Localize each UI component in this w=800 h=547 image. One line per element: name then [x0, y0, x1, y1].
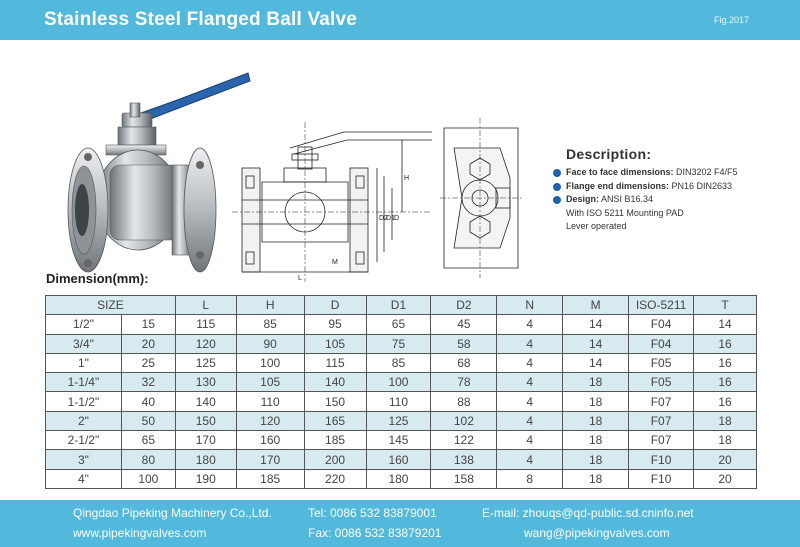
description-label: Flange end dimensions:: [566, 180, 670, 191]
table-cell: 2": [46, 411, 122, 430]
description-label: Face to face dimensions:: [566, 167, 674, 177]
table-cell: 105: [304, 334, 366, 353]
table-cell: 220: [304, 469, 366, 488]
email-secondary[interactable]: wang@pipekingvalves.com: [524, 526, 670, 540]
table-cell: 20: [694, 469, 757, 488]
table-cell: 138: [431, 450, 497, 469]
table-cell: 18: [563, 373, 629, 392]
website-link[interactable]: www.pipekingvalves.com: [73, 526, 207, 540]
table-cell: 180: [366, 469, 431, 488]
valve-photo: [60, 65, 260, 280]
column-header: SIZE: [46, 296, 176, 315]
table-row: [46, 353, 757, 372]
table-cell: 68: [431, 353, 497, 372]
table-cell: 120: [175, 334, 236, 353]
table-cell: 18: [694, 411, 757, 430]
table-cell: 150: [175, 411, 236, 430]
table-cell: 18: [563, 431, 629, 450]
dimension-table: [45, 295, 757, 489]
email-primary[interactable]: E-mail: zhouqs@qd-public.sd.cninfo.net: [482, 506, 694, 520]
table-cell: 122: [431, 431, 497, 450]
table-cell: 80: [121, 450, 175, 469]
fax: Fax: 0086 532 83879201: [308, 526, 442, 540]
table-cell: 75: [366, 334, 431, 353]
table-cell: 110: [236, 392, 304, 411]
table-row: [46, 411, 757, 430]
dim-label-m: M: [332, 259, 338, 266]
table-cell: 4: [497, 411, 563, 430]
table-cell: F07: [629, 411, 694, 430]
table-cell: F07: [629, 431, 694, 450]
table-cell: 100: [236, 353, 304, 372]
table-row: [46, 431, 757, 450]
table-cell: 16: [694, 373, 757, 392]
table-cell: 2-1/2": [46, 431, 122, 450]
table-cell: 180: [175, 450, 236, 469]
header-bar: [0, 0, 800, 40]
description-item: [552, 207, 792, 221]
table-cell: 20: [694, 450, 757, 469]
table-cell: 170: [175, 431, 236, 450]
table-cell: 85: [236, 315, 304, 334]
column-header: D: [304, 296, 366, 315]
table-cell: 160: [236, 431, 304, 450]
table-cell: 1": [46, 353, 122, 372]
column-header: H: [236, 296, 304, 315]
table-cell: 125: [366, 411, 431, 430]
table-cell: 1-1/4": [46, 373, 122, 392]
table-cell: 170: [236, 450, 304, 469]
description-value: PN16 DIN2633: [669, 180, 733, 191]
company-name: Qingdao Pipeking Machinery Co.,Ltd.: [73, 506, 272, 520]
description-item: [552, 193, 792, 207]
table-cell: 16: [694, 334, 757, 353]
table-cell: 158: [431, 469, 497, 488]
dim-label-d1: D1: [386, 215, 395, 222]
bullet-icon: [553, 183, 561, 191]
table-cell: 3/4": [46, 334, 122, 353]
description-item: [552, 180, 792, 194]
table-cell: 190: [175, 469, 236, 488]
table-cell: 130: [175, 373, 236, 392]
table-cell: 14: [563, 353, 629, 372]
table-row: [46, 392, 757, 411]
column-header: D2: [431, 296, 497, 315]
table-cell: 88: [431, 392, 497, 411]
table-cell: 140: [175, 392, 236, 411]
table-cell: 4: [497, 450, 563, 469]
figure-number: Fig.2017: [714, 15, 750, 25]
table-cell: 40: [121, 392, 175, 411]
column-header: L: [175, 296, 236, 315]
description-item: [552, 166, 792, 180]
table-cell: 65: [121, 431, 175, 450]
dim-label-d2: D2: [379, 215, 388, 222]
table-cell: 4: [497, 315, 563, 334]
telephone: Tel: 0086 532 83879001: [308, 506, 437, 520]
table-cell: 16: [694, 392, 757, 411]
table-cell: 160: [366, 450, 431, 469]
description-label: Design:: [566, 194, 600, 204]
table-cell: 200: [304, 450, 366, 469]
table-cell: 8: [497, 469, 563, 488]
table-cell: 140: [304, 373, 366, 392]
table-cell: 18: [694, 431, 757, 450]
table-cell: 32: [121, 373, 175, 392]
table-cell: 20: [121, 334, 175, 353]
table-cell: F05: [629, 353, 694, 372]
table-cell: 18: [563, 411, 629, 430]
table-cell: F04: [629, 334, 694, 353]
table-cell: 25: [121, 353, 175, 372]
table-cell: 65: [366, 315, 431, 334]
table-cell: 185: [304, 431, 366, 450]
table-cell: 125: [175, 353, 236, 372]
table-cell: 185: [236, 469, 304, 488]
footer-bar: [0, 500, 800, 547]
description-block: [552, 146, 792, 234]
table-cell: 105: [236, 373, 304, 392]
table-cell: 110: [366, 392, 431, 411]
dim-label-h: H: [404, 175, 410, 182]
column-header: T: [694, 296, 757, 315]
table-header-row: [46, 296, 757, 315]
table-cell: 120: [236, 411, 304, 430]
table-cell: 4: [497, 431, 563, 450]
column-header: ISO-5211: [629, 296, 694, 315]
table-cell: 18: [563, 469, 629, 488]
section-drawing: [232, 92, 432, 282]
table-row: [46, 334, 757, 353]
table-cell: 4: [497, 373, 563, 392]
table-row: [46, 373, 757, 392]
description-value: ANSI B16.34: [599, 194, 654, 204]
description-title: Description:: [566, 146, 652, 162]
table-cell: 14: [694, 315, 757, 334]
table-cell: 4: [497, 353, 563, 372]
description-value: Lever operated: [566, 221, 627, 231]
table-cell: 102: [431, 411, 497, 430]
table-cell: 4": [46, 469, 122, 488]
table-cell: 50: [121, 411, 175, 430]
table-cell: 3": [46, 450, 122, 469]
top-view-drawing: [440, 118, 522, 278]
dim-label-d: D: [394, 215, 400, 222]
table-cell: 90: [236, 334, 304, 353]
table-cell: 4: [497, 392, 563, 411]
column-header: D1: [366, 296, 431, 315]
table-cell: 95: [304, 315, 366, 334]
table-cell: 85: [366, 353, 431, 372]
bullet-icon: [553, 169, 561, 177]
column-header: N: [497, 296, 563, 315]
table-cell: 100: [366, 373, 431, 392]
table-row: [46, 315, 757, 334]
table-cell: F04: [629, 315, 694, 334]
table-cell: 100: [121, 469, 175, 488]
description-item: [552, 220, 792, 234]
table-cell: 115: [304, 353, 366, 372]
table-cell: 115: [175, 315, 236, 334]
table-cell: 1-1/2": [46, 392, 122, 411]
table-cell: 145: [366, 431, 431, 450]
dim-label-l: L: [298, 275, 302, 282]
table-cell: 45: [431, 315, 497, 334]
bullet-icon: [553, 196, 561, 204]
table-cell: 58: [431, 334, 497, 353]
table-cell: 16: [694, 353, 757, 372]
dimension-title: Dimension(mm):: [46, 271, 149, 286]
table-cell: 150: [304, 392, 366, 411]
table-cell: 18: [563, 392, 629, 411]
description-value: DIN3202 F4/F5: [673, 167, 738, 177]
table-cell: 15: [121, 315, 175, 334]
table-cell: 14: [563, 315, 629, 334]
page-title: Stainless Steel Flanged Ball Valve: [44, 9, 358, 30]
table-cell: F05: [629, 373, 694, 392]
table-cell: 18: [563, 450, 629, 469]
table-cell: 78: [431, 373, 497, 392]
table-cell: F10: [629, 469, 694, 488]
table-cell: 4: [497, 334, 563, 353]
description-value: With ISO 5211 Mounting PAD: [566, 207, 684, 218]
table-cell: 14: [563, 334, 629, 353]
table-cell: 165: [304, 411, 366, 430]
column-header: M: [563, 296, 629, 315]
table-cell: F07: [629, 392, 694, 411]
table-row: [46, 469, 757, 488]
table-row: [46, 450, 757, 469]
table-cell: F10: [629, 450, 694, 469]
table-cell: 1/2": [46, 315, 122, 334]
